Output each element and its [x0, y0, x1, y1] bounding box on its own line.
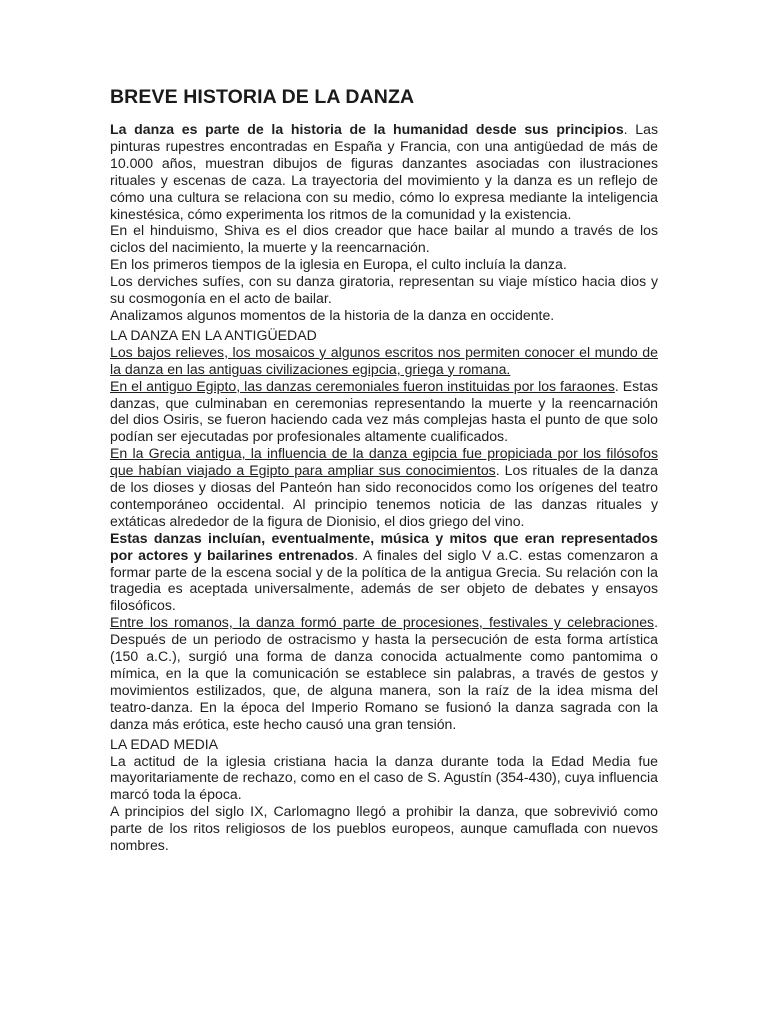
intro-text: . Las pinturas rupestres encontradas en España y Francia, con una antigüedad de más de 10.000 años, muestran dibujos de figuras danzantes asociadas con ilustraciones rituales y escenas de caza. La trayectoria del movimiento y la danza es un reflejo de cómo una cultura se relaciona con su medio, cómo lo expresa mediante la inteligencia kinestésica, cómo experimenta los ritmos de la comunidad y la existencia.: [110, 121, 659, 222]
egypt-underlined-text: En el antiguo Egipto, las danzas ceremoniales fueron instituidas por los faraones: [110, 377, 615, 394]
paragraph-egypt: [110, 378, 658, 446]
paragraph-romans: [110, 614, 658, 732]
section-heading-antiquity: LA DANZA EN LA ANTIGÜEDAD: [110, 326, 317, 343]
paragraph-charlemagne: A principios del siglo IX, Carlomagno llegó a prohibir la danza, que sobrevivió como parte de los ritos religiosos de los pueblos europeos, aunque camuflada con nuevos nombres.: [110, 803, 658, 854]
paragraph-hinduism: En el hinduismo, Shiva es el dios creador que hace bailar al mundo a través de los ciclos del nacimiento, la muerte y la reencarnación.: [110, 222, 658, 256]
egypt-text: . Estas danzas, que culminaban en ceremonias representando la muerte y la reencarnación del dios Osiris, se fueron haciendo cada vez más complejas hasta el punto de que solo podían ser ejecutadas por profesionales altamente cualificados.: [110, 377, 659, 445]
paragraph-intro: [110, 121, 658, 222]
paragraph-reliefs: Los bajos relieves, los mosaicos y algunos escritos nos permiten conocer el mundo de la danza en las antiguas civilizaciones egipcia, griega y romana.: [110, 343, 658, 377]
romans-underlined-text: Entre los romanos, la danza formó parte de procesiones, festivales y celebraciones: [110, 614, 655, 631]
intro-bold-text: La danza es parte de la historia de la humanidad desde sus principios: [110, 121, 624, 137]
document-page: [110, 86, 658, 854]
greece-text: . Los rituales de la danza de los dioses y diosas del Panteón han sido reconocidos como los orígenes del teatro contemporáneo occidental. Al principio tenemos noticia de las danzas rituales y extáticas alrededor de la figura de Dionisio, el dios griego del vino.: [110, 462, 658, 529]
paragraph-greek-dances: [110, 530, 658, 615]
greek-dances-text: . A finales del siglo V a.C. estas comenzaron a formar parte de la escena social y de la política de la antigua Grecia. Su relación con la tragedia es aceptada universalmente, además de ser objeto de debates y ensayos filosóficos.: [110, 546, 658, 614]
paragraph-dervishes: Los derviches sufíes, con su danza giratoria, representan su viaje místico hacia dios y su cosmogonía en el acto de bailar.: [110, 273, 658, 307]
paragraph-greece: [110, 445, 658, 530]
romans-text: . Después de un periodo de ostracismo y hasta la persecución de esta forma artística (150 a.C.), surgió una forma de danza conocida actualmente como pantomima o mímica, en la que la comunicación se establece sin palabras, a través de gestos y movimientos estilizados, que, de alguna manera, son la raíz de la idea misma del teatro-danza. En la época del Imperio Romano se fusionó la danza sagrada con la danza más erótica, este hecho causó una gran tensión.: [110, 614, 658, 732]
section-heading-middle-ages: LA EDAD MEDIA: [110, 735, 219, 752]
document-title: BREVE HISTORIA DE LA DANZA: [110, 86, 415, 108]
greek-dances-bold-text: Estas danzas incluían, eventualmente, música y mitos que eran representados por actores y bailarines entrenados: [110, 529, 658, 563]
paragraph-church: En los primeros tiempos de la iglesia en Europa, el culto incluía la danza.: [110, 256, 567, 273]
paragraph-church-attitude: La actitud de la iglesia cristiana hacia la danza durante toda la Edad Media fue mayoritariamente de rechazo, como en el caso de S. Agustín (354-430), cuya influencia marcó toda la época.: [110, 752, 658, 803]
paragraph-analysis: Analizamos algunos momentos de la historia de la danza en occidente.: [110, 306, 555, 323]
greece-underlined-text: En la Grecia antigua, la influencia de la danza egipcia fue propiciada por los filósofos que habían viajado a Egipto para ampliar sus conocimientos: [110, 445, 658, 479]
